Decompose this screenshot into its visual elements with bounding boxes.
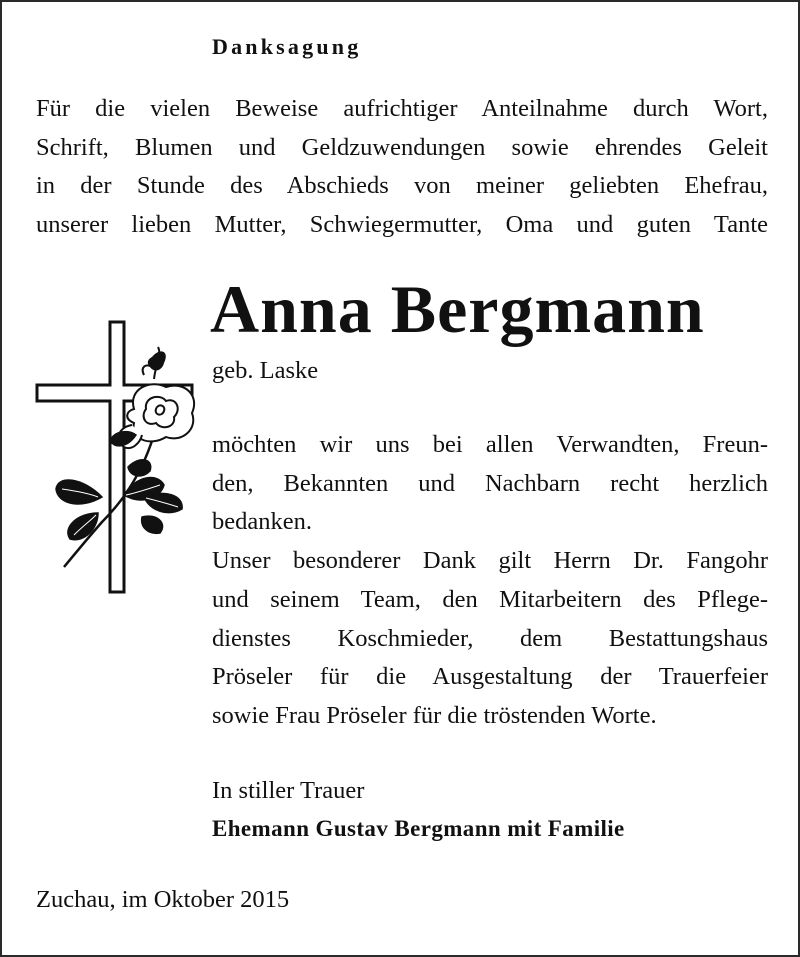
body-line: und seinem Team, den Mitarbeitern des Pflege- bbox=[212, 585, 768, 613]
intro-line: unserer lieben Mutter, Schwiegermutter, Oma und guten Tante bbox=[36, 210, 768, 238]
body-line: den, Bekannten und Nachbarn recht herzlich bbox=[212, 469, 768, 497]
body-line: Pröseler für die Ausgestaltung der Trauerfeier bbox=[212, 663, 768, 691]
family-signature: Ehemann Gustav Bergmann mit Familie bbox=[212, 816, 625, 841]
body-line: bedanken. bbox=[212, 508, 312, 536]
notice-heading: Danksagung bbox=[212, 34, 362, 59]
intro-line: in der Stunde des Abschieds von meiner geliebten Ehefrau, bbox=[36, 172, 768, 199]
body-line: möchten wir uns bei allen Verwandten, Freun- bbox=[212, 431, 768, 458]
intro-line: Für die vielen Beweise aufrichtiger Anteilnahme durch Wort, bbox=[36, 95, 768, 122]
deceased-name: Anna Bergmann bbox=[210, 271, 705, 347]
mourning-line: In stiller Trauer bbox=[212, 777, 365, 804]
maiden-name: geb. Laske bbox=[212, 357, 319, 384]
intro-paragraph bbox=[36, 90, 768, 244]
body-line: sowie Frau Pröseler für die tröstenden Worte. bbox=[212, 701, 657, 729]
intro-line: Schrift, Blumen und Geldzuwendungen sowie ehrendes Geleit bbox=[36, 133, 768, 161]
body-line: Unser besonderer Dank gilt Herrn Dr. Fangohr bbox=[212, 547, 768, 575]
place-date: Zuchau, im Oktober 2015 bbox=[36, 886, 290, 913]
thanks-paragraph bbox=[212, 426, 768, 736]
body-line: dienstes Koschmieder, dem Bestattungshaus bbox=[212, 624, 768, 652]
cross-with-rose-icon bbox=[32, 317, 207, 602]
